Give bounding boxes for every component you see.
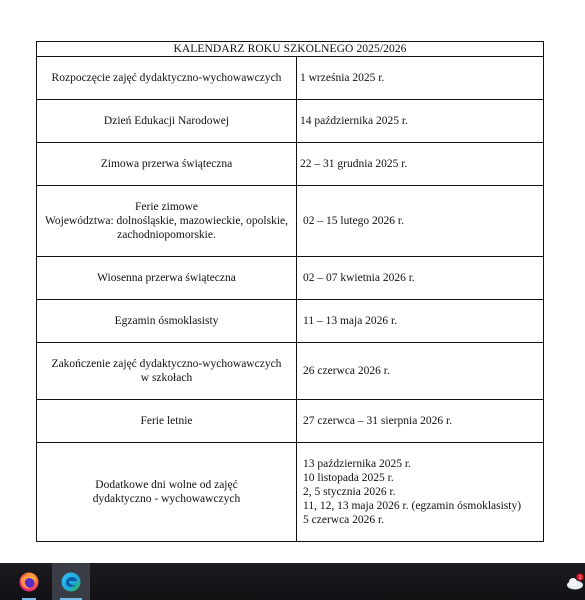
edge-icon (60, 571, 82, 593)
event-cell: Wiosenna przerwa świąteczna (37, 257, 297, 300)
firefox-icon (18, 571, 40, 593)
table-row (37, 57, 544, 100)
event-cell: Rozpoczęcie zajęć dydaktyczno-wychowawczych (37, 57, 297, 100)
date-cell: 02 – 15 lutego 2026 r. (297, 186, 544, 257)
table-title: KALENDARZ ROKU SZKOLNEGO 2025/2026 (37, 42, 544, 57)
event-cell: Ferie zimowe Województwa: dolnośląskie, mazowieckie, opolskie, zachodniopomorskie. (37, 186, 297, 257)
event-cell: Zakończenie zajęć dydaktyczno-wychowawczych w szkołach (37, 343, 297, 400)
taskbar (0, 563, 585, 600)
tray-weather-button[interactable] (563, 563, 585, 600)
date-cell: 13 października 2025 r. 10 listopada 2025 r. 2, 5 stycznia 2026 r. 11, 12, 13 maja 2026 r. (egzamin ósmoklasisty) 5 czerwca 2026 r. (297, 443, 544, 542)
table-title-row (37, 42, 544, 57)
table-row (37, 443, 544, 542)
date-cell: 11 – 13 maja 2026 r. (297, 300, 544, 343)
table-row (37, 300, 544, 343)
event-cell: Dzień Edukacji Narodowej (37, 100, 297, 143)
table-row (37, 100, 544, 143)
table-row (37, 143, 544, 186)
taskbar-edge-button[interactable] (52, 563, 90, 600)
date-cell: 14 października 2025 r. (297, 100, 544, 143)
weather-cloud-icon (564, 572, 584, 592)
event-cell: Egzamin ósmoklasisty (37, 300, 297, 343)
event-cell: Ferie letnie (37, 400, 297, 443)
date-cell: 26 czerwca 2026 r. (297, 343, 544, 400)
date-cell: 22 – 31 grudnia 2025 r. (297, 143, 544, 186)
table-row (37, 343, 544, 400)
school-calendar-table (36, 41, 544, 542)
notification-badge: 1 (578, 574, 582, 581)
table-row (37, 257, 544, 300)
event-cell: Dodatkowe dni wolne od zajęć dydaktyczno - wychowawczych (37, 443, 297, 542)
table-row (37, 400, 544, 443)
date-cell: 1 września 2025 r. (297, 57, 544, 100)
date-cell: 02 – 07 kwietnia 2026 r. (297, 257, 544, 300)
taskbar-firefox-button[interactable] (10, 563, 48, 600)
event-cell: Zimowa przerwa świąteczna (37, 143, 297, 186)
date-cell: 27 czerwca – 31 sierpnia 2026 r. (297, 400, 544, 443)
table-row (37, 186, 544, 257)
